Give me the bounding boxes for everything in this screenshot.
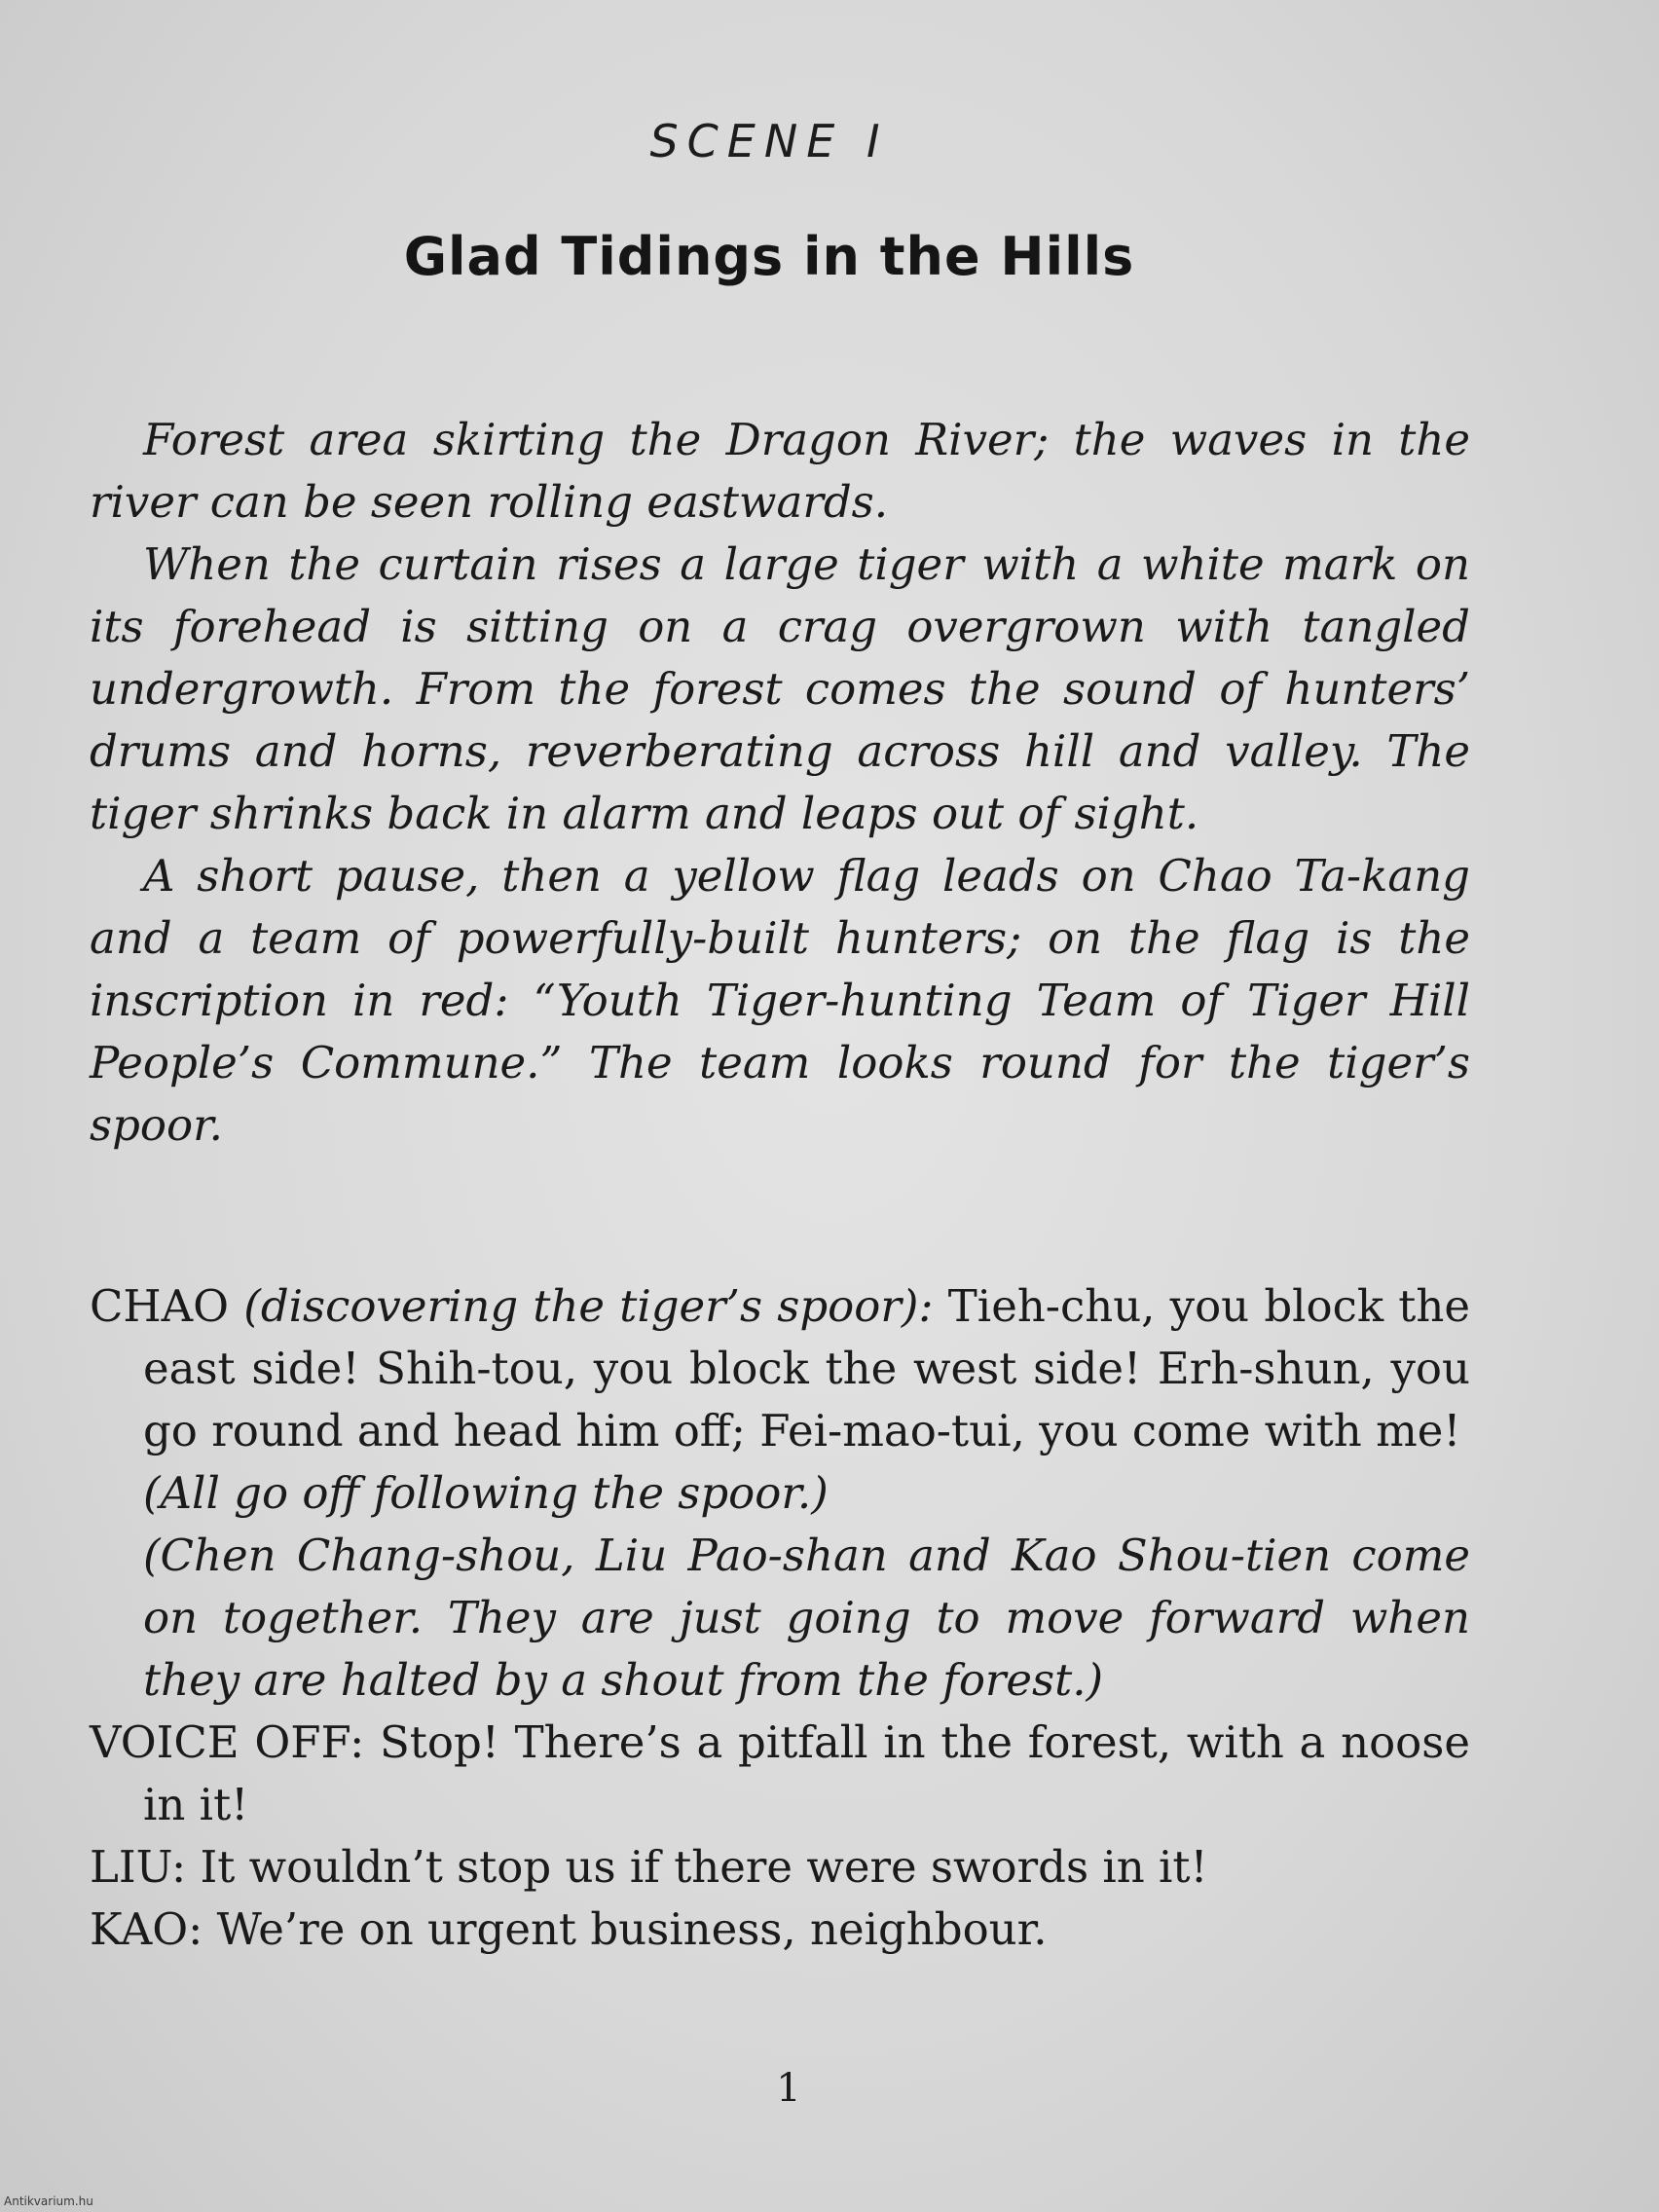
dialogue-chao bbox=[90, 1275, 1470, 1462]
scene-title: Glad Tidings in the Hills bbox=[403, 226, 1135, 287]
speaker-voice-off: VOICE OFF: bbox=[90, 1716, 365, 1768]
dialogue-block bbox=[90, 1275, 1470, 1961]
dialogue-voice-off bbox=[90, 1712, 1470, 1836]
page-number: 1 bbox=[776, 2066, 801, 2111]
liu-line: It wouldn’t stop us if there were swords in it! bbox=[200, 1841, 1208, 1893]
voice-off-line: Stop! There’s a pitfall in the forest, with a noose in it! bbox=[143, 1716, 1470, 1830]
stage-direction-hunters: A short pause, then a yellow flag leads on Chao Ta-kang and a team of powerfully-built hunters; on the flag is the inscription in red: “Youth Tiger-hunting Team of Tiger Hill People’s Commune.” The team looks round for the tiger’s spoor. bbox=[90, 850, 1470, 1151]
scene-label: SCENE I bbox=[649, 115, 889, 167]
dialogue-liu bbox=[90, 1836, 1470, 1899]
watermark: Antikvarium.hu bbox=[4, 2194, 93, 2208]
speaker-kao: KAO: bbox=[90, 1903, 203, 1955]
dialogue-kao bbox=[90, 1899, 1470, 1961]
stage-directions bbox=[90, 409, 1470, 1157]
speaker-liu: LIU: bbox=[90, 1841, 187, 1893]
direction-chen-liu-kao-enter: (Chen Chang-shou, Liu Pao-shan and Kao Shou-tien come on together. They are just going to move forward when they are halted by a shout from the forest.) bbox=[143, 1530, 1470, 1706]
chao-direction: (discovering the tiger’s spoor): bbox=[243, 1280, 934, 1332]
kao-line: We’re on urgent business, neighbour. bbox=[216, 1903, 1048, 1955]
speaker-chao: CHAO bbox=[90, 1280, 230, 1332]
chao-line: Tieh-chu, you block the east side! Shih-tou, you block the west side! Erh-shun, you go round and head him off; Fei-mao-tui, you come with me! bbox=[143, 1280, 1471, 1456]
direction-all-go-off: (All go off following the spoor.) bbox=[143, 1467, 829, 1519]
stage-direction-setting: Forest area skirting the Dragon River; the waves in the river can be seen rolling eastwards. bbox=[90, 414, 1470, 528]
stage-direction-tiger: When the curtain rises a large tiger with a white mark on its forehead is sitting on a crag overgrown with tangled undergrowth. From the forest comes the sound of hunters’ drums and horns, reverberating across hill and valley. The tiger shrinks back in alarm and leaps out of sight. bbox=[90, 538, 1470, 839]
